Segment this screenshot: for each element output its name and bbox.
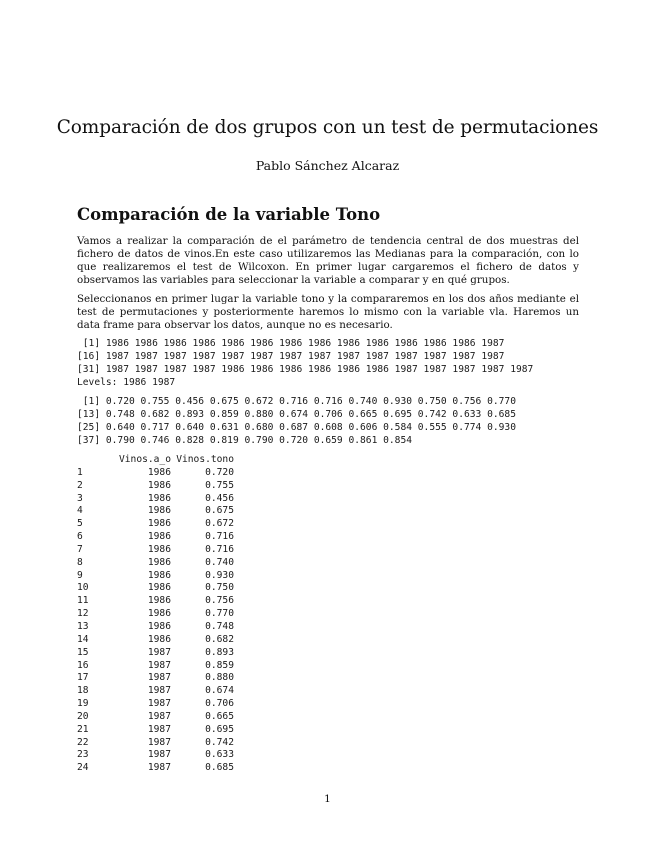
table-row xyxy=(77,608,234,621)
table-header-index xyxy=(77,454,119,467)
table-header-year: Vinos.a_o xyxy=(119,454,171,465)
table-cell-year: 1987 xyxy=(147,646,171,658)
table-cell-index: 16 xyxy=(77,659,89,671)
table-cell-tone: 0.740 xyxy=(205,556,234,568)
table-row xyxy=(77,660,234,673)
table-cell-index: 20 xyxy=(77,710,89,722)
table-cell-index: 13 xyxy=(77,620,89,632)
page-number: 1 xyxy=(324,793,331,805)
table-cell-year: 1986 xyxy=(147,466,171,478)
table-row xyxy=(77,531,234,544)
table-cell-year: 1986 xyxy=(147,531,171,543)
table-cell-index: 4 xyxy=(77,505,83,517)
table-cell-year: 1986 xyxy=(147,633,171,645)
table-cell-tone: 0.716 xyxy=(205,543,234,555)
table-cell-tone: 0.756 xyxy=(205,595,234,607)
table-cell-year: 1986 xyxy=(147,620,171,632)
table-cell-index: 9 xyxy=(77,569,83,581)
table-cell-year: 1987 xyxy=(147,698,171,710)
table-cell-year: 1986 xyxy=(147,556,171,568)
table-header-row xyxy=(77,454,234,467)
table-cell-year: 1986 xyxy=(147,518,171,530)
table-cell-tone: 0.893 xyxy=(205,646,234,658)
data-frame-table xyxy=(77,454,234,775)
table-cell-year: 1987 xyxy=(147,710,171,722)
table-cell-index: 1 xyxy=(77,466,83,478)
table-cell-year: 1986 xyxy=(147,479,171,491)
table-cell-index: 18 xyxy=(77,685,89,697)
table-row xyxy=(77,493,234,506)
table-row xyxy=(77,480,234,493)
table-row xyxy=(77,685,234,698)
section-title: Comparación de la variable Tono xyxy=(77,205,381,224)
table-cell-year: 1987 xyxy=(147,723,171,735)
table-row xyxy=(77,505,234,518)
table-cell-tone: 0.675 xyxy=(205,505,234,517)
intro-paragraph: Vamos a realizar la comparación de el parámetro de tendencia central de dos muestras del fichero de datos de vinos.En este caso utilizaremos las Medianas para la comparación, con lo que realizaremos el test de Wilcoxon. En primer lugar cargaremos el fichero de datos y observamos las variables para seleccionar la variable a comparar y en qué grupos. xyxy=(77,235,579,286)
table-cell-index: 19 xyxy=(77,698,89,710)
table-cell-index: 8 xyxy=(77,556,83,568)
table-cell-year: 1987 xyxy=(147,762,171,774)
table-cell-year: 1987 xyxy=(147,685,171,697)
document-author: Pablo Sánchez Alcaraz xyxy=(255,158,400,173)
table-cell-year: 1987 xyxy=(147,749,171,761)
r-output-tone-values: [1] 0.720 0.755 0.456 0.675 0.672 0.716 0.716 0.740 0.930 0.750 0.756 0.770 [13] 0.748 0.682 0.893 0.859 0.880 0.674 0.706 0.665 0.695 0.742 0.633 0.685 [25] 0.640 0.717 0.640 0.631 0.680 0.687 0.608 0.606 0.584 0.555 0.774 0.930 [37] 0.790 0.746 0.828 0.819 0.790 0.720 0.659 0.861 0.854 xyxy=(77,396,516,446)
table-cell-index: 3 xyxy=(77,492,83,504)
table-row xyxy=(77,621,234,634)
table-cell-year: 1986 xyxy=(147,582,171,594)
table-cell-tone: 0.742 xyxy=(205,736,234,748)
table-cell-tone: 0.706 xyxy=(205,698,234,710)
table-cell-tone: 0.770 xyxy=(205,608,234,620)
table-row xyxy=(77,634,234,647)
table-row xyxy=(77,467,234,480)
table-cell-index: 12 xyxy=(77,608,89,620)
table-cell-index: 21 xyxy=(77,723,89,735)
table-row xyxy=(77,544,234,557)
table-row xyxy=(77,557,234,570)
table-cell-tone: 0.672 xyxy=(205,518,234,530)
table-cell-index: 23 xyxy=(77,749,89,761)
table-cell-index: 17 xyxy=(77,672,89,684)
table-row xyxy=(77,672,234,685)
table-cell-year: 1986 xyxy=(147,505,171,517)
selection-paragraph: Seleccionanos en primer lugar la variable tono y la compararemos en los dos años mediante el test de permutaciones y posteriormente haremos lo mismo con la variable vla. Haremos un data frame para observar los datos, aunque no es necesario. xyxy=(77,293,579,331)
table-cell-index: 10 xyxy=(77,582,89,594)
table-cell-tone: 0.750 xyxy=(205,582,234,594)
document-title: Comparación de dos grupos con un test de permutaciones xyxy=(56,117,599,138)
table-cell-tone: 0.674 xyxy=(205,685,234,697)
table-row xyxy=(77,595,234,608)
table-cell-year: 1987 xyxy=(147,672,171,684)
table-cell-year: 1986 xyxy=(147,595,171,607)
table-cell-tone: 0.748 xyxy=(205,620,234,632)
table-cell-index: 7 xyxy=(77,543,83,555)
table-cell-index: 15 xyxy=(77,646,89,658)
table-cell-year: 1986 xyxy=(147,492,171,504)
table-cell-year: 1986 xyxy=(147,608,171,620)
table-cell-tone: 0.755 xyxy=(205,479,234,491)
table-cell-year: 1987 xyxy=(147,736,171,748)
table-cell-index: 2 xyxy=(77,479,83,491)
table-cell-tone: 0.665 xyxy=(205,710,234,722)
table-cell-tone: 0.880 xyxy=(205,672,234,684)
table-row xyxy=(77,749,234,762)
table-row xyxy=(77,737,234,750)
table-cell-tone: 0.685 xyxy=(205,762,234,774)
table-cell-tone: 0.859 xyxy=(205,659,234,671)
table-cell-index: 5 xyxy=(77,518,83,530)
table-cell-index: 6 xyxy=(77,531,83,543)
table-cell-index: 11 xyxy=(77,595,89,607)
table-row xyxy=(77,647,234,660)
table-row xyxy=(77,582,234,595)
table-cell-year: 1986 xyxy=(147,569,171,581)
table-cell-index: 22 xyxy=(77,736,89,748)
table-cell-tone: 0.633 xyxy=(205,749,234,761)
table-cell-year: 1986 xyxy=(147,543,171,555)
table-row xyxy=(77,724,234,737)
table-cell-tone: 0.456 xyxy=(205,492,234,504)
table-row xyxy=(77,518,234,531)
table-cell-tone: 0.682 xyxy=(205,633,234,645)
table-cell-tone: 0.930 xyxy=(205,569,234,581)
table-row xyxy=(77,698,234,711)
table-row xyxy=(77,711,234,724)
table-cell-tone: 0.716 xyxy=(205,531,234,543)
table-cell-year: 1987 xyxy=(147,659,171,671)
table-cell-index: 24 xyxy=(77,762,89,774)
table-cell-tone: 0.695 xyxy=(205,723,234,735)
r-output-year-factor: [1] 1986 1986 1986 1986 1986 1986 1986 1986 1986 1986 1986 1986 1986 1987 [16] 1987 1987 1987 1987 1987 1987 1987 1987 1987 1987 1987 1987 1987 1987 [31] 1987 1987 1987 1987 1986 1986 1986 1986 1986 1986 1987 1987 1987 1987 1987 Levels: 1986 1987 xyxy=(77,338,534,388)
table-header-tone: Vinos.tono xyxy=(176,454,234,465)
table-body xyxy=(77,467,234,775)
table-cell-index: 14 xyxy=(77,633,89,645)
table-cell-tone: 0.720 xyxy=(205,466,234,478)
table-row xyxy=(77,762,234,775)
table-row xyxy=(77,570,234,583)
